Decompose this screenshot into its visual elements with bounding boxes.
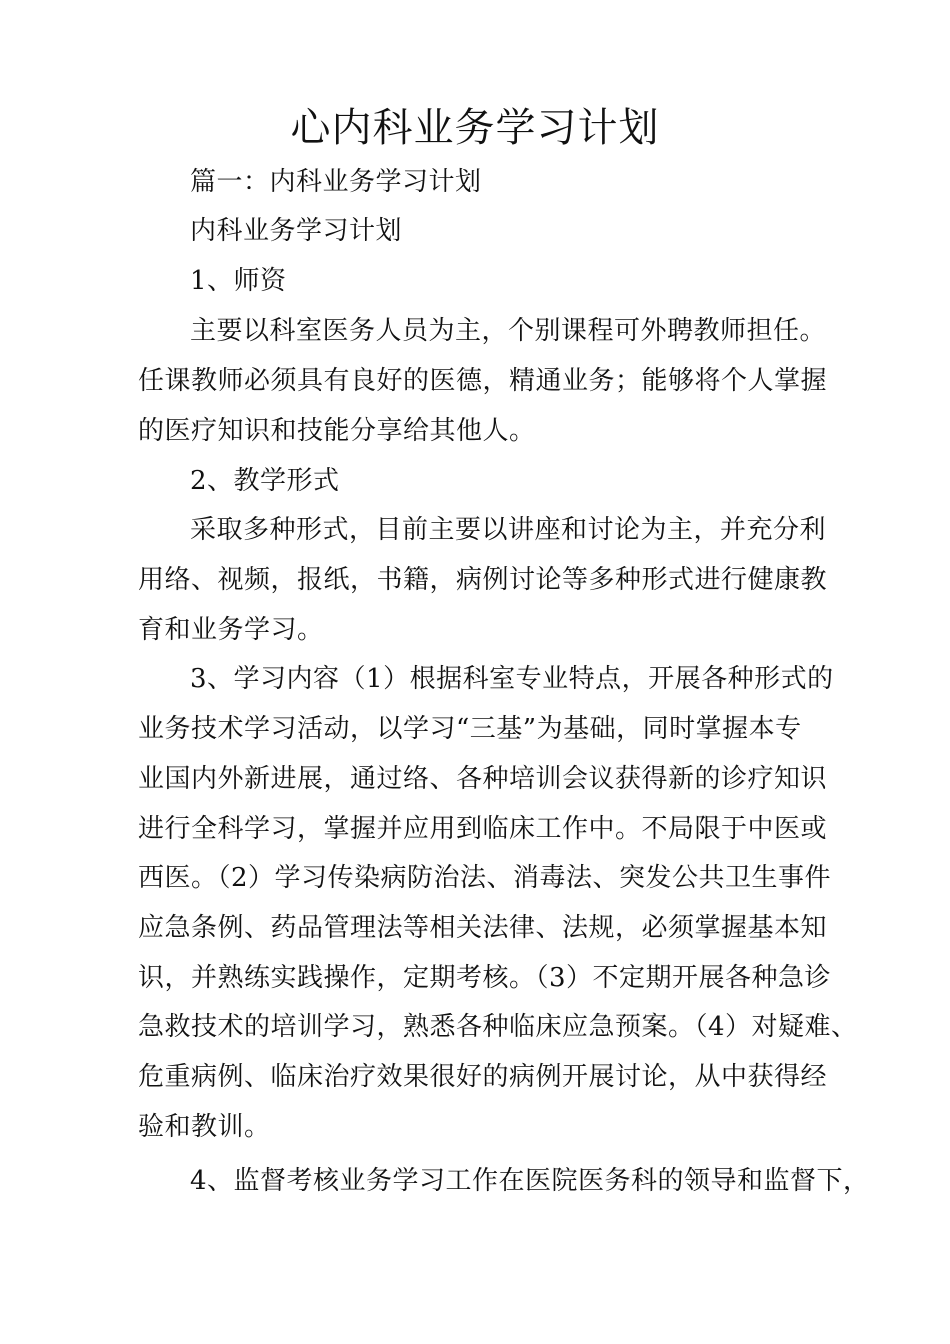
paragraph-line: 业国内外新进展，通过络、各种培训会议获得新的诊疗知识 — [138, 764, 828, 794]
paragraph-line: 的医疗知识和技能分享给其他人。 — [138, 416, 536, 446]
paragraph-line: 育和业务学习。 — [138, 615, 324, 645]
paragraph-line: 任课教师必须具有良好的医德，精通业务；能够将个人掌握 — [138, 366, 828, 396]
paragraph-line: 进行全科学习，掌握并应用到临床工作中。不局限于中医或 — [138, 814, 828, 844]
subheading: 内科业务学习计划 — [190, 216, 403, 246]
paragraph-line: 急救技术的培训学习，熟悉各种临床应急预案。（4）对疑难、 — [138, 1012, 858, 1042]
paragraph-line: 应急条例、药品管理法等相关法律、法规，必须掌握基本知 — [138, 913, 828, 943]
paragraph-line: 危重病例、临床治疗效果很好的病例开展讨论，从中获得经 — [138, 1062, 828, 1092]
paragraph-line: 业务技术学习活动，以学习“三基”为基础，同时掌握本专 — [138, 714, 802, 744]
list-item-heading: 2、教学形式 — [190, 466, 340, 496]
paragraph-line: 西医。（2）学习传染病防治法、消毒法、突发公共卫生事件 — [138, 863, 832, 893]
paragraph-line: 用络、视频，报纸，书籍，病例讨论等多种形式进行健康教 — [138, 565, 828, 595]
paragraph-line: 主要以科室医务人员为主，个别课程可外聘教师担任。 — [190, 316, 827, 346]
paragraph-line: 验和教训。 — [138, 1112, 271, 1142]
paragraph-line: 采取多种形式，目前主要以讲座和讨论为主，并充分利 — [190, 515, 827, 545]
paragraph-line: 4、监督考核业务学习工作在医院医务科的领导和监督下， — [190, 1166, 870, 1196]
section-heading: 篇一：内科业务学习计划 — [190, 167, 482, 197]
paragraph-line: 3、学习内容（1）根据科室专业特点，开展各种形式的 — [190, 664, 834, 694]
paragraph-line: 识，并熟练实践操作，定期考核。（3）不定期开展各种急诊 — [138, 963, 832, 993]
document-title: 心内科业务学习计划 — [290, 105, 660, 151]
list-item-heading: 1、师资 — [190, 266, 287, 296]
